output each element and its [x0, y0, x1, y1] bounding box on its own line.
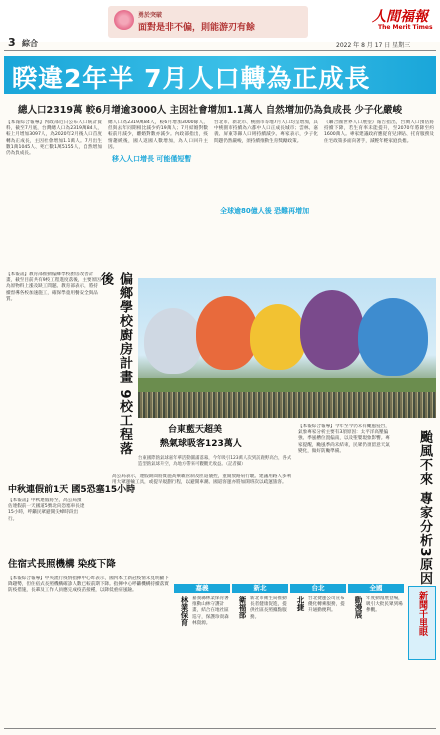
region-story-headline: 北捷 [296, 596, 305, 611]
region-story-text: 新北市衛生局推動長者健康促進，提供社區長照據點服務。 [250, 596, 287, 620]
photo-title-line-2: 熱氣球吸客123萬人 [160, 439, 242, 449]
article-text: 《聯合國世界人口展望》報告指出，台灣人口預估將持續下降，若生育率未能提升，至2070年將降至約1600萬人。專家建議政府應從育兒津貼、托育服務及住宅政策多面向著手，減輕年輕家庭負擔。 [324, 120, 434, 144]
grass-field [138, 378, 436, 392]
article-column-4 [324, 120, 434, 265]
longterm-care-headline: 住宿式長照機構 染疫下降 [8, 559, 116, 570]
balloon-shape [300, 290, 364, 370]
article-column-3 [214, 120, 318, 265]
main-headline: 睽違2年半 7月人口轉為正成長 [12, 64, 371, 93]
traffic-story-headline: 中秋連假前1天 國5恐塞15小時 [8, 485, 136, 495]
main-subheadline: 總人口2319萬 較6月增逾3000人 主因社會增加1.1萬人 自然增加仍為負成長 少子化嚴峻 [18, 105, 403, 116]
crowd [138, 392, 436, 418]
balloon-shape [358, 298, 428, 376]
flower-icon [114, 10, 134, 30]
top-strip [0, 0, 440, 42]
region-story-headline: 林業保育 [180, 596, 189, 626]
article-text: 【本報綜合報導】內政部近日公布人口統計資料，截至7月底，台灣總人口為2319萬84人，較上月增加3097人，為2020年2月後人口首度轉為正成長，主因社會增加1.1萬人。7月出生數1萬1045人、死亡數1萬5155人，自然增加仍為負成長。 [6, 120, 102, 157]
headline-banner [4, 56, 436, 94]
inline-subhead-b: 全球逾80億人後 恐難再增加 [220, 207, 310, 215]
article-text: 總人口為2319萬84人，較6月增加3000餘人，但與去年同期相比減少約19萬人；7月結婚對數較前月減少，離婚對數亦減少。內政部指出，疫情趨緩後，國人返國人數增加，為人口回升主因。 [108, 120, 208, 150]
region-story-text: 台北捷運公司宣布優化轉乘服務，提升通勤便利。 [308, 596, 345, 614]
motto-banner [108, 6, 308, 38]
article-column-1 [6, 120, 102, 265]
inline-subhead-a: 移入人口增長 可能僅短暫 [112, 155, 192, 163]
region-label: 新北 [232, 584, 288, 593]
region-story-headline: 動漫展 [354, 596, 363, 619]
longterm-care-text: 【本報綜合報導】中央流行疫情指揮中心昨表示，國內本土新冠疫情未見明顯下降趨勢，但住宿式長照機構確診人數已較前期下降。指揮中心呼籲機構持續落實防疫措施，長輩及工作人員應完成疫苗接種，以降低重症風險。 [8, 576, 169, 594]
page-number: 3 [8, 36, 16, 49]
footer-divider [4, 728, 436, 729]
motto-tag: 勇於突破 [138, 12, 163, 19]
masthead-logo: 人間福報 [372, 9, 428, 25]
region-story-headline: 衛福部 [238, 596, 247, 619]
header-divider [4, 50, 436, 51]
side-story-text: 【本報訊】教育部推動偏鄉學校廚房改善計畫，截至目前共有9校工程進度落後，主要原因為原物料上漲及缺工問題。教育部表示，將持續督導各校加速施工，確保學童用餐安全與品質。 [6, 272, 101, 302]
article-column-2 [108, 120, 208, 265]
balloon-shape [196, 296, 258, 370]
traffic-story-text-continued: 高公局表示，連假期間將實施高乘載管制及匝道儀控，並開放路肩行駛。建議用路人多利用大眾運輸工具，或提早規劃行程，以避開車潮。國道客運亦將加開班次以疏運旅客。 [112, 474, 292, 486]
issue-date: 2022 年 8 月 17 日 星期三 [336, 42, 411, 49]
motto-text: 面對是非不偏，則能游刃有餘 [138, 23, 256, 33]
balloon-festival-photo [138, 278, 436, 418]
photo-caption-box [138, 420, 294, 454]
region-label: 嘉義 [174, 584, 230, 593]
region-story-text: 年度動漫展登場，吸引大批民眾到場參觀。 [366, 596, 403, 614]
section-name: 綜合 [22, 39, 38, 48]
photo-title-line-1: 台東藍天超美 [168, 425, 223, 435]
typhoon-story-headline: 颱風不來 專家分析3原因 [417, 430, 432, 586]
region-story-text: 嘉義縣林業保育署推動山林守護計畫，結合在地社區巡守，保護珍貴森林資源。 [192, 596, 229, 626]
article-text: 台北市、新北市、桃園市等地7月人口均呈增加，其中桃園市持續為六都中人口正成長城市；雲林、嘉義、屏東等縣人口則持續減少。專家表示，少子化問題仍然嚴峻，須持續推動生育獎勵政策。 [214, 120, 318, 144]
balloon-shape [144, 308, 202, 374]
photo-caption: 台東國際熱氣球嘉年華活動圓滿落幕，今年吸引123萬人次到訪鹿野高台，各式造型熱氣球升空，為地方帶來可觀觀光收益。（記者攝） [138, 456, 292, 467]
typhoon-story-text: 【本報綜合報導】今年至今仍未有颱風侵台，氣象專家分析主要有3項原因：太平洋高壓偏強、季風槽位置偏南，以及聖嬰現象影響。專家提醒，颱風季尚未結束，民眾仍須留意天氣變化，做好防颱準備。 [298, 424, 390, 454]
region-label: 全國 [348, 584, 404, 593]
news-column-tag [408, 586, 436, 660]
side-story-headline: 偏鄉學校廚房計畫 9校工程落後 [98, 272, 132, 456]
traffic-story-text: 【本報訊】中秋連假將至，高公局預估連假前一天國道5號北向恐塞車長達15小時，呼籲民眾避開尖峰時段出行。 [8, 498, 85, 522]
balloon-shape [250, 304, 306, 370]
region-label: 台北 [290, 584, 346, 593]
news-column-label: 新聞千里眼 [417, 591, 427, 636]
masthead-subtitle: The Merit Times [378, 24, 433, 31]
